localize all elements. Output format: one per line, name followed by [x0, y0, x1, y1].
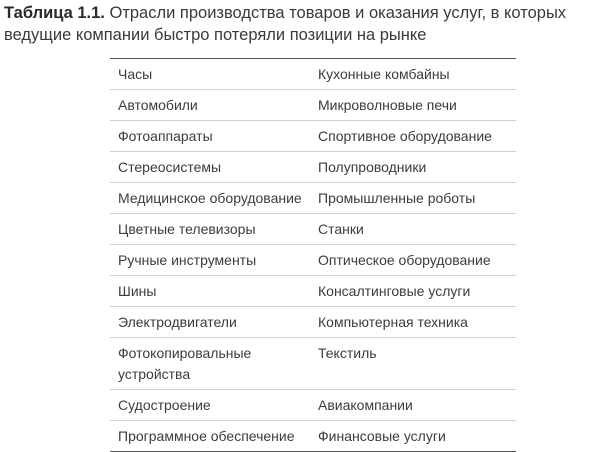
table-cell-left: Шины [118, 283, 157, 299]
table-cell-left: Часы [118, 66, 153, 82]
table-row [110, 421, 516, 451]
table-caption [4, 2, 596, 46]
table-cell-right: Текстиль [318, 345, 377, 361]
table-row [110, 121, 516, 152]
table-row [110, 390, 516, 421]
table-cell-left: Программное обеспечение [118, 428, 295, 444]
table-cell-right: Полупроводники [318, 159, 427, 175]
industries-table [110, 58, 516, 452]
table-cell-left: Цветные телевизоры [118, 221, 256, 237]
table-caption-label: Таблица 1.1. [4, 4, 105, 22]
table-cell-right: Промышленные роботы [318, 190, 476, 206]
table-row [110, 90, 516, 121]
table-cell-right: Компьютерная техника [318, 314, 468, 330]
table-cell-right: Кухонные комбайны [318, 66, 450, 82]
table-cell-left: Фотоаппараты [118, 128, 213, 144]
table-cell-right: Оптическое оборудование [318, 252, 491, 268]
table-cell-left: Автомобили [118, 97, 198, 113]
table-cell-left: Стереосистемы [118, 159, 222, 175]
table-row [110, 276, 516, 307]
table-row [110, 245, 516, 276]
table-cell-right: Консалтинговые услуги [318, 283, 471, 299]
table-cell-left: Ручные инструменты [118, 252, 257, 268]
table-cell-right: Спортивное оборудование [318, 128, 492, 144]
table-cell-left: Судостроение [118, 397, 211, 413]
table-cell-right: Авиакомпании [318, 397, 413, 413]
table-row [110, 338, 516, 390]
table-caption-text: Отрасли производства товаров и оказания услуг, в которых ведущие компании быстро потеряли позиции на рынке [4, 4, 567, 44]
table-row [110, 152, 516, 183]
table-row [110, 59, 516, 90]
table-cell-right: Микроволновые печи [318, 97, 457, 113]
table-cell-right: Станки [318, 221, 364, 237]
table-cell-right: Финансовые услуги [318, 428, 446, 444]
table-row [110, 307, 516, 338]
table-row [110, 183, 516, 214]
table-cell-left: Медицинское оборудование [118, 190, 302, 206]
table-cell-left: Электродвигатели [118, 314, 237, 330]
table-cell-left: Фотокопировальные устройства [118, 345, 252, 382]
table-row [110, 214, 516, 245]
